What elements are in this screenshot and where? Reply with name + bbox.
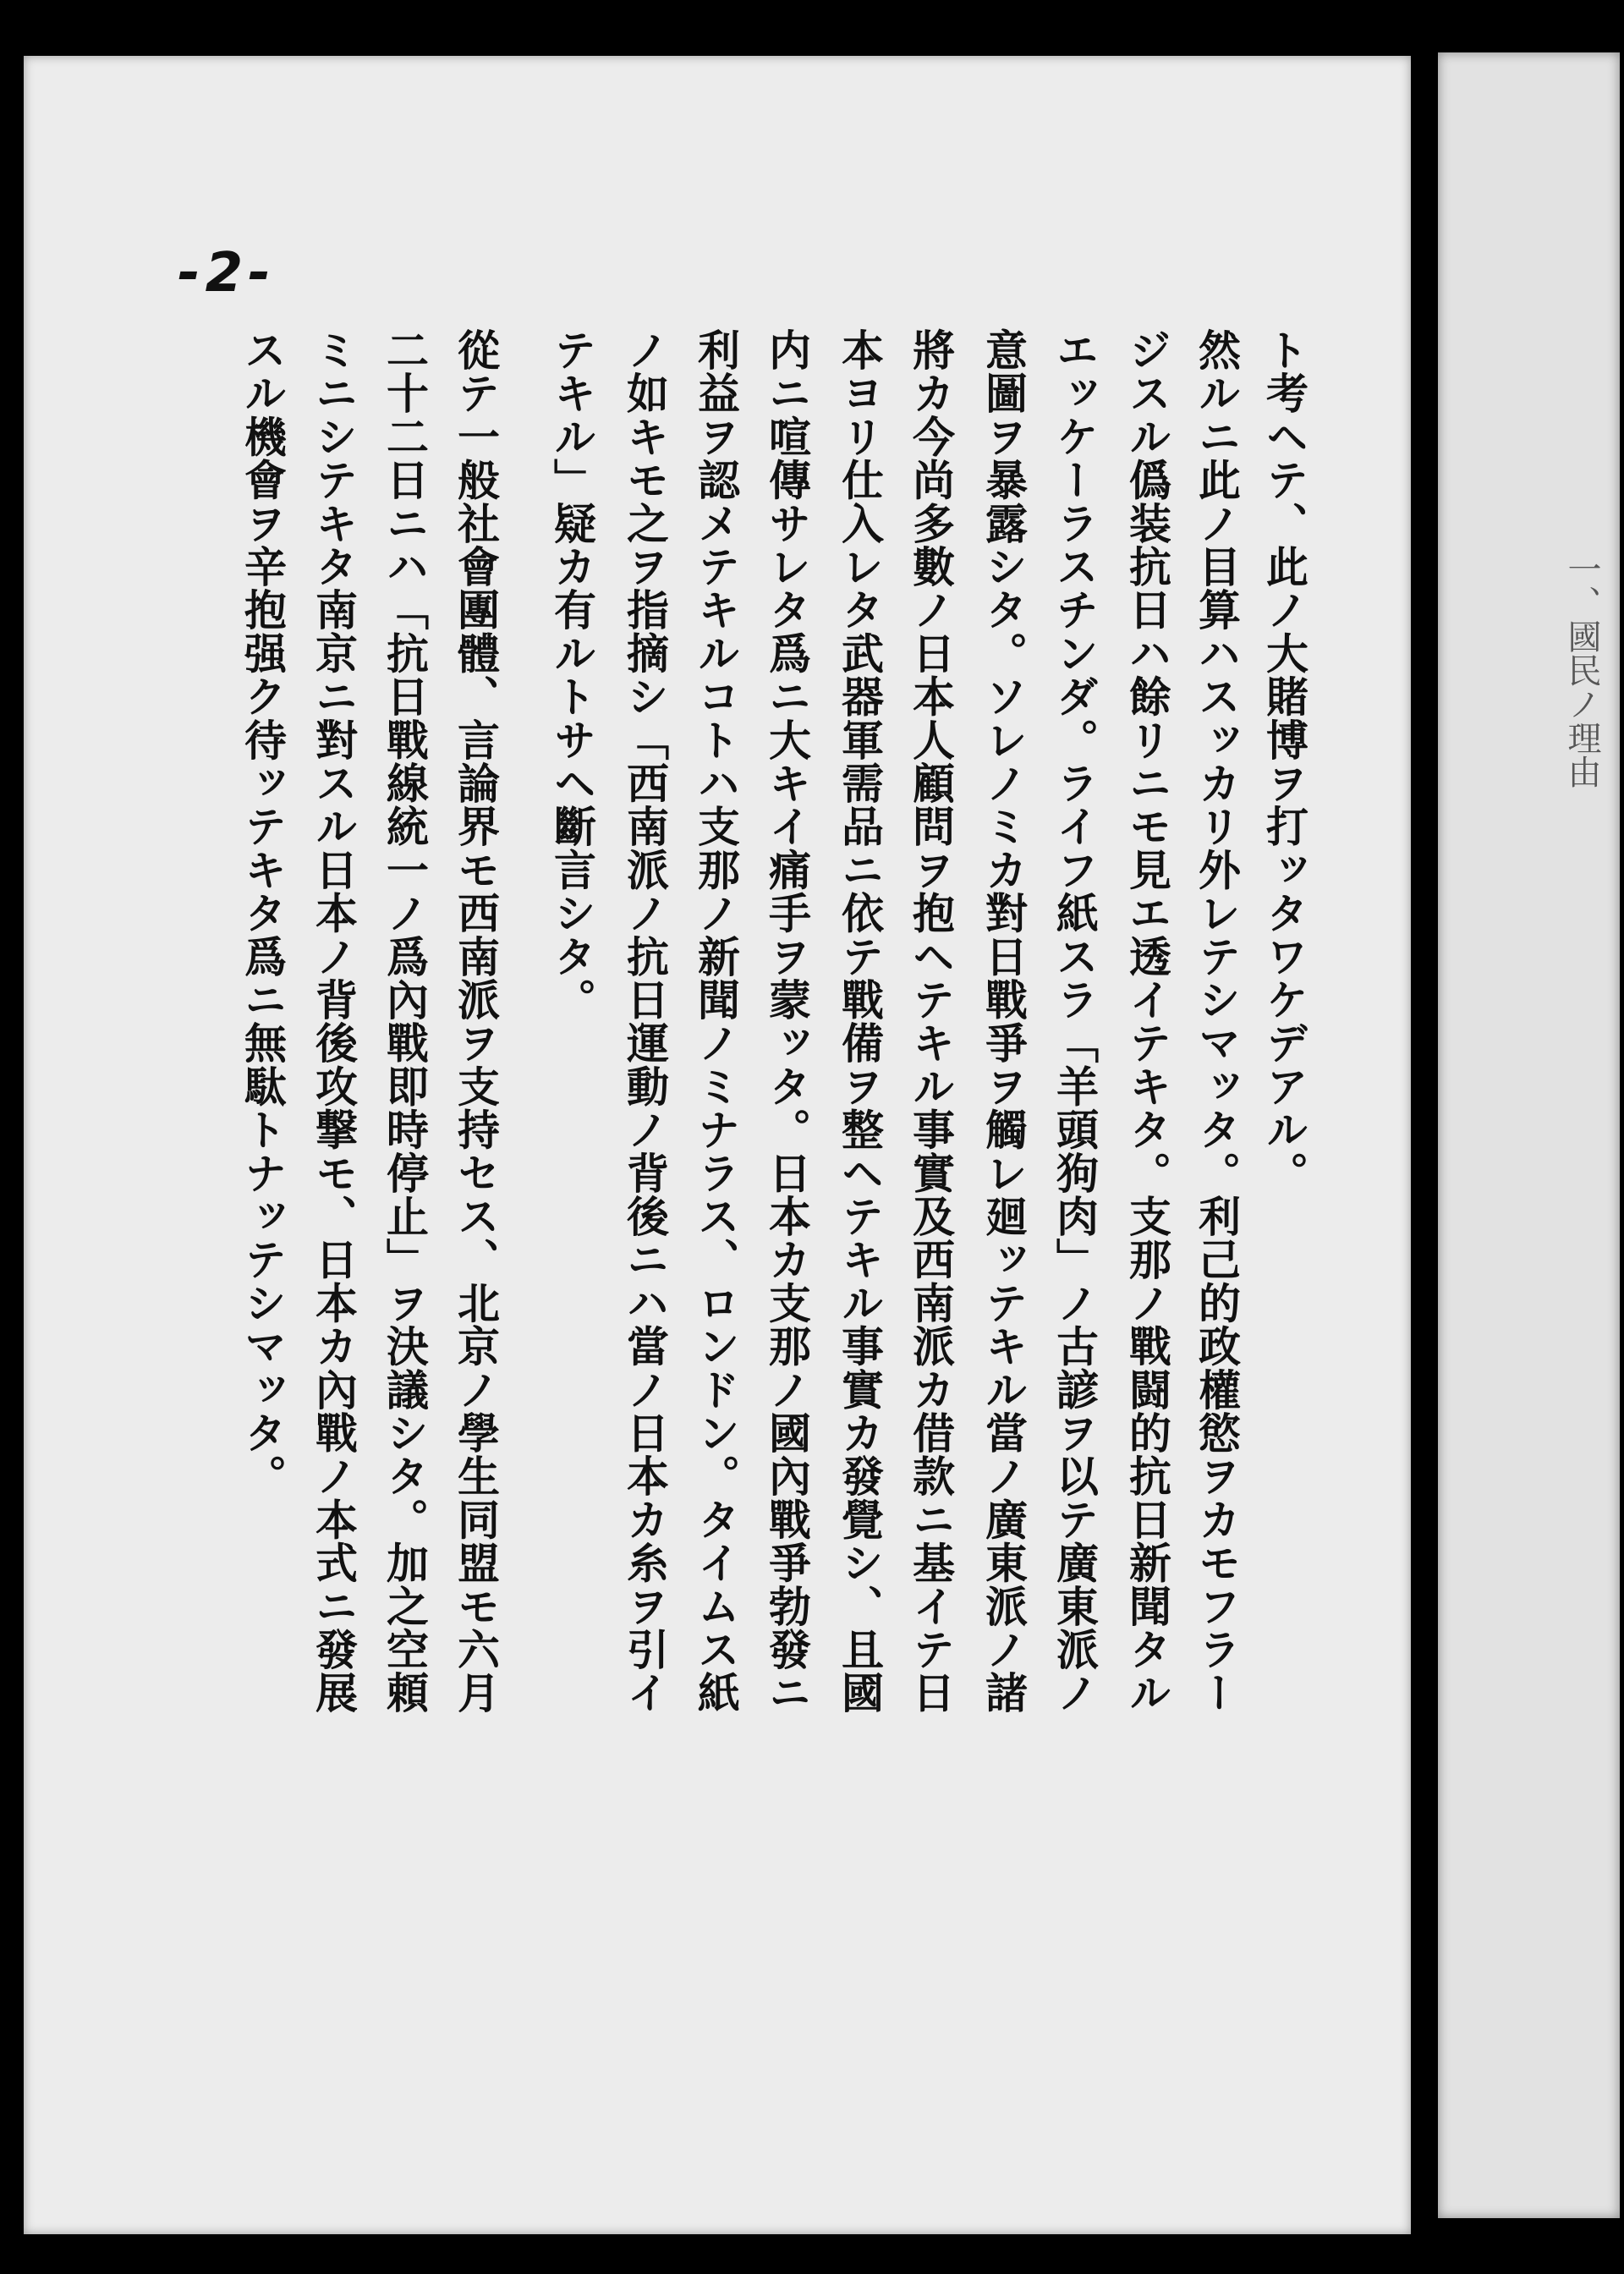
text-column-5: 意圖ヲ暴露シタ。ソレノミカ對日戰爭ヲ觸レ廻ッテキル當ノ廣東派ノ諸 bbox=[979, 328, 1029, 1715]
text-column-1: ト考ヘテ、此ノ大賭博ヲ打ッタワケデアル。 bbox=[1259, 328, 1309, 1195]
text-column-14: ミニシテキタ南京ニ對スル日本ノ背後攻撃モ、日本カ內戰ノ本式ニ發展 bbox=[309, 328, 359, 1715]
text-column-13: 二十二日ニハ「抗日戰線統一ノ爲內戰即時停止」ヲ決議シタ。加之空頼 bbox=[380, 328, 430, 1715]
text-column-7: 本ヨリ仕入レタ武器軍需品ニ依テ戰備ヲ整ヘテキル事實カ發覺シ、且國 bbox=[835, 328, 885, 1715]
text-column-2: 然ルニ此ノ目算ハスッカリ外レテシマッタ。利己的政權慾ヲカモフラー bbox=[1192, 328, 1242, 1715]
adjacent-page-edge bbox=[1438, 52, 1620, 2218]
text-column-12: 從テ一般社會團體、言論界モ西南派ヲ支持セス、北京ノ學生同盟モ六月 bbox=[451, 328, 501, 1715]
document-page bbox=[24, 56, 1411, 2234]
text-column-11: テキル」疑カ有ルトサヘ斷言シタ。 bbox=[547, 328, 597, 1022]
page-number: -2- bbox=[178, 242, 276, 305]
text-column-9: 利益ヲ認メテキルコトハ支那ノ新聞ノミナラス、ロンドン。タイムス紙 bbox=[691, 328, 741, 1715]
text-column-6: 將カ今尚多數ノ日本人顧問ヲ抱ヘテキル事實及西南派カ借款ニ基イテ日 bbox=[906, 328, 956, 1715]
text-column-4: エッケーラスチンダ。ライフ紙スラ「羊頭狗肉」ノ古諺ヲ以テ廣東派ノ bbox=[1050, 328, 1100, 1715]
text-column-10: ノ如キモ之ヲ指摘シ「西南派ノ抗日運動ノ背後ニハ當ノ日本カ糸ヲ引イ bbox=[620, 328, 670, 1715]
text-column-3: ジスル僞装抗日ハ餘リニモ見エ透イテキタ。支那ノ戰闘的抗日新聞タル bbox=[1122, 328, 1172, 1715]
text-column-15: スル機會ヲ辛抱强ク待ッテキタ爲ニ無駄トナッテシマッタ。 bbox=[238, 328, 288, 1498]
adjacent-page-text: 一、國民ノ理由 bbox=[1562, 552, 1601, 788]
text-column-8: 内ニ喧傳サレタ爲ニ大キイ痛手ヲ蒙ッタ。日本カ支那ノ國內戰爭勃發ニ bbox=[762, 328, 812, 1715]
